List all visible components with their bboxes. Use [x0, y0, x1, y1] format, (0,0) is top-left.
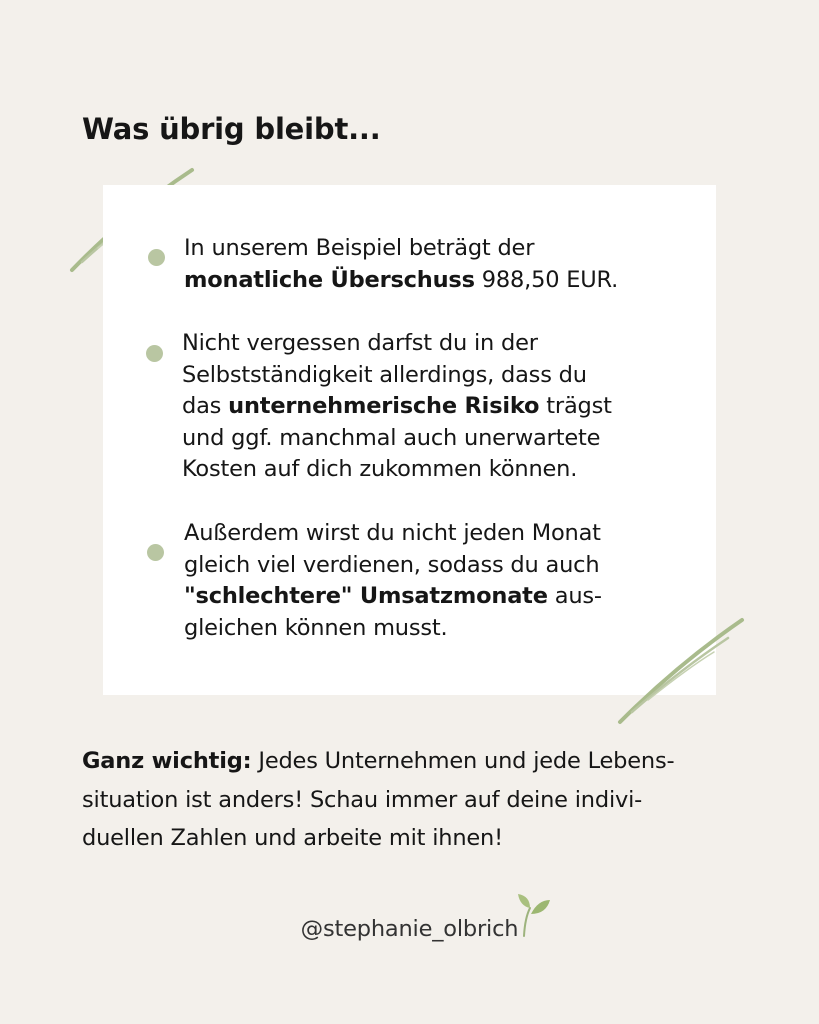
list-item: [182, 328, 682, 486]
note-text: Jedes Unternehmen und jede Lebens-: [251, 748, 675, 774]
item-text-bold: monatliche Überschuss: [184, 266, 475, 293]
list-item-line: [182, 393, 612, 419]
note-line: [82, 781, 742, 820]
item-text: trägst: [539, 393, 612, 419]
important-note: [82, 742, 742, 858]
list-item-line: [184, 267, 618, 293]
list-item-line: [182, 330, 538, 356]
item-text: Kosten auf dich zukommen können.: [182, 456, 578, 482]
note-label: Ganz wichtig:: [82, 748, 252, 774]
handle-text: @stephanie_olbrich: [300, 916, 519, 942]
list-item: [184, 233, 684, 296]
item-text: und ggf. manchmal auch unerwartete: [182, 424, 601, 451]
item-text-bold: "schlechtere" Umsatzmonate: [184, 583, 548, 609]
item-text: Außerdem wirst du nicht jeden Monat: [184, 520, 601, 546]
item-text: Nicht vergessen darfst du in der: [182, 330, 538, 356]
item-text: gleich viel verdienen, sodass du auch: [184, 551, 600, 578]
sprout-leaf-icon: [516, 892, 552, 936]
note-text: situation ist anders! Schau immer auf deine indivi-: [82, 786, 643, 813]
list-item-line: [184, 235, 534, 261]
item-text: Selbstständigkeit allerdings, dass du: [182, 361, 587, 388]
list-item-line: [182, 362, 587, 388]
item-text: das: [182, 393, 229, 419]
list-item-line: [184, 552, 599, 578]
item-text-bold: unternehmerische Risiko: [228, 393, 540, 419]
item-text: 988,50 EUR.: [474, 266, 619, 293]
bullet-dot-icon: [146, 345, 163, 362]
note-line: [82, 742, 742, 781]
item-text: aus-: [547, 583, 602, 609]
list-item: [184, 518, 684, 644]
list-item-line: [182, 456, 577, 482]
page-title: Was übrig bleibt...: [82, 112, 381, 146]
item-text: gleichen können musst.: [184, 614, 448, 641]
social-handle: [0, 916, 819, 942]
bullet-dot-icon: [147, 544, 164, 561]
list-item-line: [184, 520, 601, 546]
bullet-dot-icon: [148, 249, 165, 266]
note-line: [82, 819, 742, 858]
item-text: In unserem Beispiel beträgt der: [184, 235, 535, 261]
note-text: duellen Zahlen und arbeite mit ihnen!: [82, 825, 503, 851]
list-item-line: [182, 425, 600, 451]
list-item-line: [184, 615, 447, 641]
list-item-line: [184, 583, 602, 609]
